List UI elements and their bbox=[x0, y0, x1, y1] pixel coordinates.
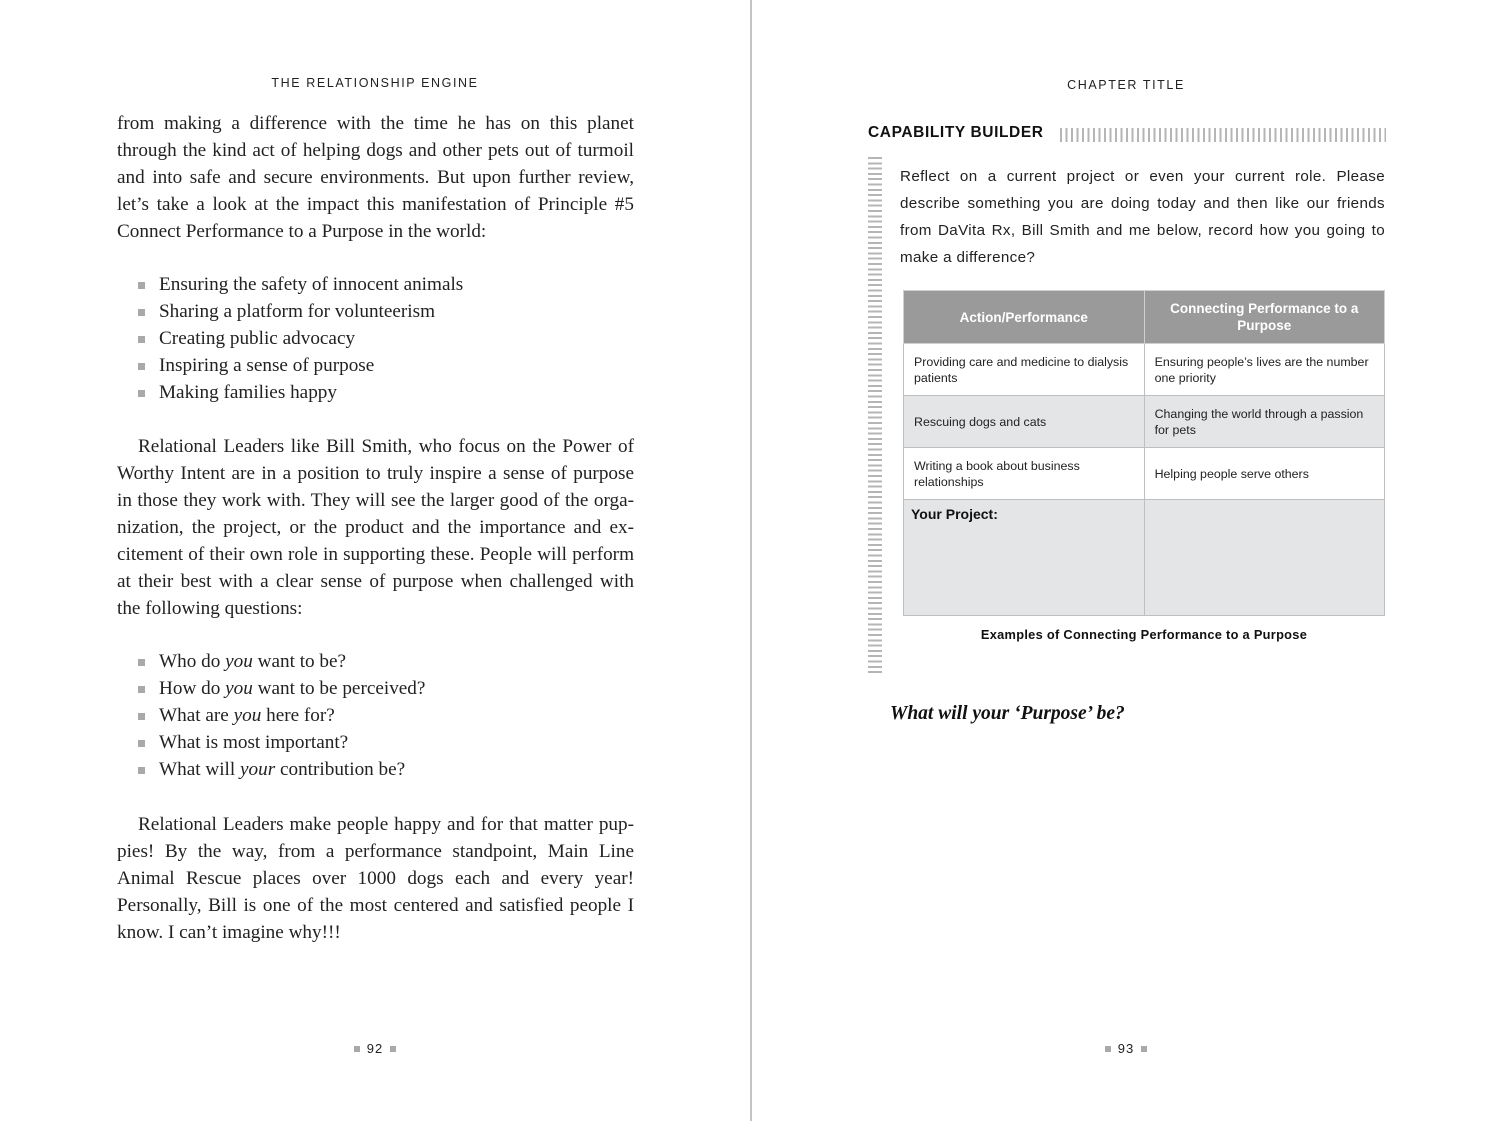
question-before: What is most important? bbox=[159, 732, 349, 753]
list-item-text: Sharing a platform for volunteerism bbox=[159, 301, 436, 322]
square-bullet-icon bbox=[138, 686, 145, 693]
page-number-text: 92 bbox=[366, 1041, 384, 1056]
square-bullet-icon bbox=[138, 767, 145, 774]
table-row bbox=[904, 396, 1385, 448]
table-cell: Rescuing dogs and cats bbox=[904, 396, 1145, 448]
list-item-text: Making families happy bbox=[159, 382, 337, 403]
page-number-right bbox=[752, 1041, 1500, 1056]
right-page bbox=[752, 0, 1500, 1121]
paragraph-2 bbox=[117, 433, 634, 622]
question-emphasis: you bbox=[225, 651, 253, 672]
square-bullet-icon bbox=[138, 659, 145, 666]
table-cell: Changing the world through a passion for pets bbox=[1144, 396, 1384, 448]
list-item bbox=[138, 298, 463, 325]
purpose-table bbox=[903, 290, 1385, 616]
tick-rule-vertical bbox=[868, 157, 882, 676]
table-row bbox=[904, 344, 1385, 396]
question-emphasis: your bbox=[240, 759, 276, 780]
table-cell: Helping people serve others bbox=[1144, 448, 1384, 500]
list-item-text: Ensuring the safety of innocent animals bbox=[159, 274, 464, 295]
closing-question: What will your ‘Purpose’ be? bbox=[890, 703, 1125, 724]
running-head-right: CHAPTER TITLE bbox=[1067, 78, 1185, 92]
paragraph-3 bbox=[117, 811, 634, 946]
table-cell: Ensuring people’s lives are the number one priority bbox=[1144, 344, 1384, 396]
paragraph-1-text: from making a difference with the time he has on this planet through the kind act of helping dogs and other pets out of turmoil and into safe and secure environments. But upon further review, let’s take a look at the impact this manifestation of Principle #5 Connect Performance to a Purpose in the world: bbox=[117, 113, 634, 242]
square-bullet-icon bbox=[138, 282, 145, 289]
table-cell: Writing a book about business relationships bbox=[904, 448, 1145, 500]
list-item bbox=[138, 325, 463, 352]
impact-list bbox=[138, 271, 463, 406]
list-item bbox=[138, 379, 463, 406]
folio-square-icon bbox=[1141, 1046, 1147, 1052]
your-project-blank-cell bbox=[1144, 500, 1384, 616]
list-item bbox=[138, 271, 463, 298]
table-header-action: Action/Performance bbox=[904, 291, 1145, 344]
folio-square-icon bbox=[390, 1046, 396, 1052]
question-before: Who do bbox=[159, 651, 226, 672]
table-header-purpose: Connecting Performance to a Purpose bbox=[1144, 291, 1384, 344]
list-item-text: Creating public advocacy bbox=[159, 328, 356, 349]
list-item bbox=[138, 702, 425, 729]
square-bullet-icon bbox=[138, 713, 145, 720]
page-number-left bbox=[0, 1041, 750, 1056]
list-item bbox=[138, 729, 425, 756]
paragraph-3-text: Relational Leaders make people happy and for that matter puppies! By the way, from a performance standpoint, Main Line Animal Rescue places over 1000 dogs each and every year! Personally, Bill is one of the most centered and satisfied people I know. I can’t imagine why!!! bbox=[117, 814, 634, 943]
section-title: CAPABILITY BUILDER bbox=[868, 124, 1044, 141]
question-after: contribution be? bbox=[275, 759, 406, 780]
square-bullet-icon bbox=[138, 336, 145, 343]
list-item bbox=[138, 648, 425, 675]
table-row bbox=[904, 448, 1385, 500]
question-before: How do bbox=[159, 678, 226, 699]
folio-square-icon bbox=[354, 1046, 360, 1052]
question-after: want to be perceived? bbox=[252, 678, 426, 699]
question-list bbox=[138, 648, 425, 783]
question-after: here for? bbox=[261, 705, 335, 726]
question-emphasis: you bbox=[225, 678, 253, 699]
question-after: want to be? bbox=[252, 651, 347, 672]
table-cell: Providing care and medicine to dialysis patients bbox=[904, 344, 1145, 396]
your-project-label: Your Project: bbox=[904, 500, 1145, 616]
list-item bbox=[138, 675, 425, 702]
list-item-text: Inspiring a sense of purpose bbox=[159, 355, 375, 376]
square-bullet-icon bbox=[138, 740, 145, 747]
square-bullet-icon bbox=[138, 363, 145, 370]
tick-rule-horizontal bbox=[1060, 128, 1386, 142]
running-head-left: THE RELATIONSHIP ENGINE bbox=[271, 76, 479, 90]
list-item bbox=[138, 756, 425, 783]
capability-intro: Reflect on a current project or even your current role. Please describe something you are doing today and then like our friends from DaVita Rx, Bill Smith and me below, record how you going to make a difference? bbox=[900, 168, 1385, 266]
square-bullet-icon bbox=[138, 390, 145, 397]
paragraph-2-text: Relational Leaders like Bill Smith, who focus on the Power of Worthy Intent are in a position to truly inspire a sense of purpose in those they work with. They will see the larger good of the organization, the project, or the product and the importance and excitement of their own role in supporting these. People will perform at their best with a clear sense of purpose when challenged with the following questions: bbox=[117, 436, 634, 619]
square-bullet-icon bbox=[138, 309, 145, 316]
page-number-text: 93 bbox=[1117, 1041, 1135, 1056]
question-before: What will bbox=[159, 759, 240, 780]
table-caption: Examples of Connecting Performance to a Purpose bbox=[980, 627, 1308, 642]
your-project-row bbox=[904, 500, 1385, 616]
table-header-row bbox=[904, 291, 1385, 344]
folio-square-icon bbox=[1105, 1046, 1111, 1052]
question-emphasis: you bbox=[233, 705, 262, 726]
paragraph-1 bbox=[117, 110, 634, 245]
list-item bbox=[138, 352, 463, 379]
question-before: What are bbox=[159, 705, 234, 726]
